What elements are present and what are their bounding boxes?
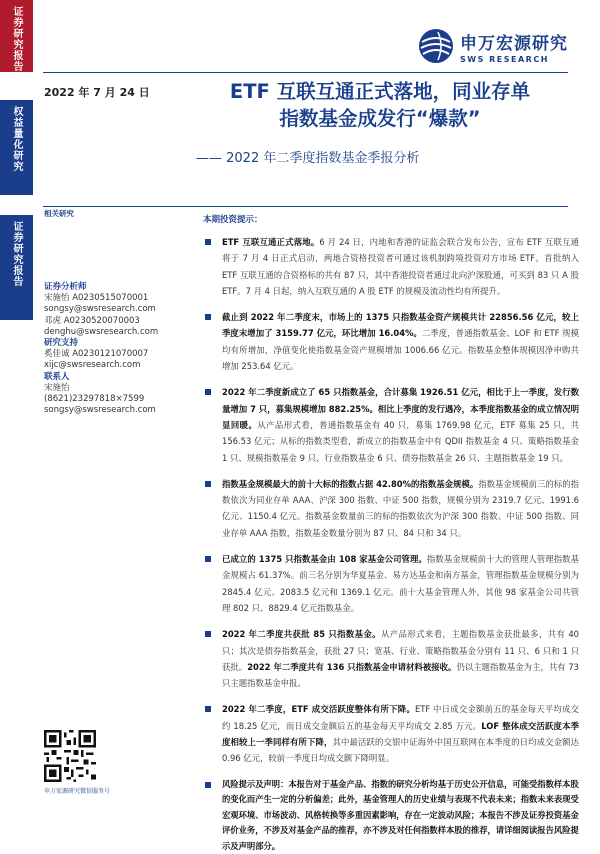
risk-disclaimer: 风险提示及声明：本报告对于基金产品、指数的研究分析均基于历史公开信息，可能受指数样本股的变化而产生一定的分析偏差；此外，基金管理人的历史业绩与表现不代表未来；指数未来表现受宏观环境、市场波动、风格转换等多重因素影响，存在一定波动风险；本报告不涉及证券投资基金评价业务，不涉及对基金产品的推荐，亦不涉及对任何指数样本股的推荐，请详细阅读报告风险提示及声明部分。 (201, 777, 579, 854)
side-band-report-type: 证券研究报告 (0, 0, 33, 72)
left-column (44, 208, 174, 219)
contact-email[interactable]: songsy@swsresearch.com (44, 405, 156, 416)
logo-chinese-text: 申万宏源研究 (460, 33, 568, 54)
analyst-email[interactable]: denghu@swsresearch.com (44, 326, 159, 337)
body-divider (43, 206, 568, 207)
qr-caption: 申万宏源研究微信服务号 (44, 788, 111, 795)
qr-code-icon (44, 730, 96, 782)
contact-block (44, 282, 174, 416)
analyst-email[interactable]: songsy@swsresearch.com (44, 304, 156, 315)
contact-name: 宋施怡 (44, 382, 70, 393)
summary-heading: 本期投资提示： (203, 215, 263, 225)
logo-english-text: SWS RESEARCH (460, 54, 549, 64)
report-subtitle: —— 2022 年二季度指数基金季报分析 (196, 151, 420, 166)
side-band-category: 权益量化研究 (0, 100, 33, 195)
side-band-report-label: 证券研究报告 (0, 215, 33, 320)
summary-bullet: 2022 年二季度，ETF 成交活跃度整体有所下降。ETF 中日成交金额前五的基金每天平均成交约 18.25 亿元，而日成交金额后五的基金每天平均成交 2.85 万元。LOF 整体成交活跃度本季度相较上一季同样有所下降，其中最活跃的交银中证海外中国互联网在本季度的日均成交金额达 0.96 亿元，较前一季度日均成交额下降明显。 (201, 701, 579, 766)
summary-bullet: 指数基金规模最大的前十大标的指数占据 42.80%的指数基金规模。指数基金规模前三的标的指数依次为同业存单 AAA、沪深 300 指数、中证 500 指数，规模分别为 2319.7 亿元、1991.6 亿元、1150.4 亿元。指数基金数量前三的标的指数依次为沪深 300 指数、中证 500 指数、同业存单 AAA 指数，指数基金数量分别为 87 只、84 只和 34 只。 (201, 476, 579, 541)
related-research-label: 相关研究 (44, 209, 74, 218)
support-name-id: 奚佳诚 A0230121070007 (44, 349, 149, 360)
analyst-heading: 证券分析师 (44, 282, 87, 292)
summary-bullet: 2022 年二季度共获批 85 只指数基金。从产品形式来看，主题指数基金获批最多，共有 40 只；其次是债券指数基金，获批 27 只；宽基、行业、策略指数基金分别有 11 只、6 只和 1 只获批。2022 年二季度共有 136 只指数基金申请材料被接收。仍以主题指数基金为主，共有 73 只主题指数基金申报。 (201, 626, 579, 691)
investment-summary (201, 213, 579, 854)
analyst-name-id: 宋施怡 A0230515070001 (44, 293, 149, 304)
contact-phone: (8621)23297818×7599 (44, 394, 145, 405)
side-band (0, 0, 33, 800)
support-heading: 研究支持 (44, 338, 79, 349)
report-title-line1: ETF 互联互通正式落地，同业存单 (229, 80, 531, 103)
report-title (190, 78, 570, 132)
summary-bullet: 2022 年二季度新成立了 65 只指数基金，合计募集 1926.51 亿元，相比于上一季度，发行数量增加 7 只，募集规模增加 882.25%。相比上季度的发行遇冷，本季度指数基金的成立情况明显回暖。从产品形式看，普通指数基金有 40 只，募集 1769.98 亿元，ETF 募集 25 只，共 156.53 亿元；从标的指数类型看，新成立的指数基金中有 QDII 指数基金 4 只、策略指数基金 1 只、规模指数基金 9 只、行业指数基金 6 只、债券指数基金 26 只、主题指数基金 19 只。 (201, 384, 579, 465)
summary-bullet: ETF 互联互通正式落地。6 月 24 日，内地和香港的证监会联合发布公告，宣布 ETF 互联互通将于 7 月 4 日正式启动，两地合资格投资者可通过该机制跨境投资对方市场 ETF。首批纳入 ETF 互联互通的合资格标的共有 87 只，其中香港投资者通过北向沪深股通，可买到 83 只 A 股 ETF。7 月 4 日起，纳入互联互通的 A 股 ETF 的规模及流动性均有所提升。 (201, 234, 579, 299)
sws-globe-icon (418, 28, 454, 64)
report-title-line2: 指数基金成发行“爆款” (279, 107, 481, 130)
sws-logo (418, 28, 568, 64)
analyst-name-id: 邓虎 A0230520070003 (44, 315, 140, 326)
summary-bullet: 已成立的 1375 只指数基金由 108 家基金公司管理。指数基金规模前十大的管理人管理指数基金规模占 61.37%。前三名分别为华夏基金、易方达基金和南方基金，管理指数基金规模分别为 2845.4 亿元、2083.5 亿元和 1369.1 亿元。前十大基金管理人外，其他 98 家基金公司共管理 802 只、8829.4 亿元指数基金。 (201, 551, 579, 616)
support-email[interactable]: xijc@swsresearch.com (44, 360, 141, 371)
report-date: 2022 年 7 月 24 日 (44, 86, 150, 99)
header-divider (43, 72, 568, 73)
contact-heading: 联系人 (44, 371, 70, 382)
summary-bullet: 截止到 2022 年二季度末，市场上的 1375 只指数基金资产规模共计 22856.56 亿元，较上季度末增加了 3159.77 亿元，环比增加 16.04%。二季度，普通指数基金、LOF 和 ETF 规模均有所增加，净值变化使指数基金资产规模增加 1006.66 亿元。指数基金整体规模因净申购共增加 253.64 亿元。 (201, 309, 579, 374)
